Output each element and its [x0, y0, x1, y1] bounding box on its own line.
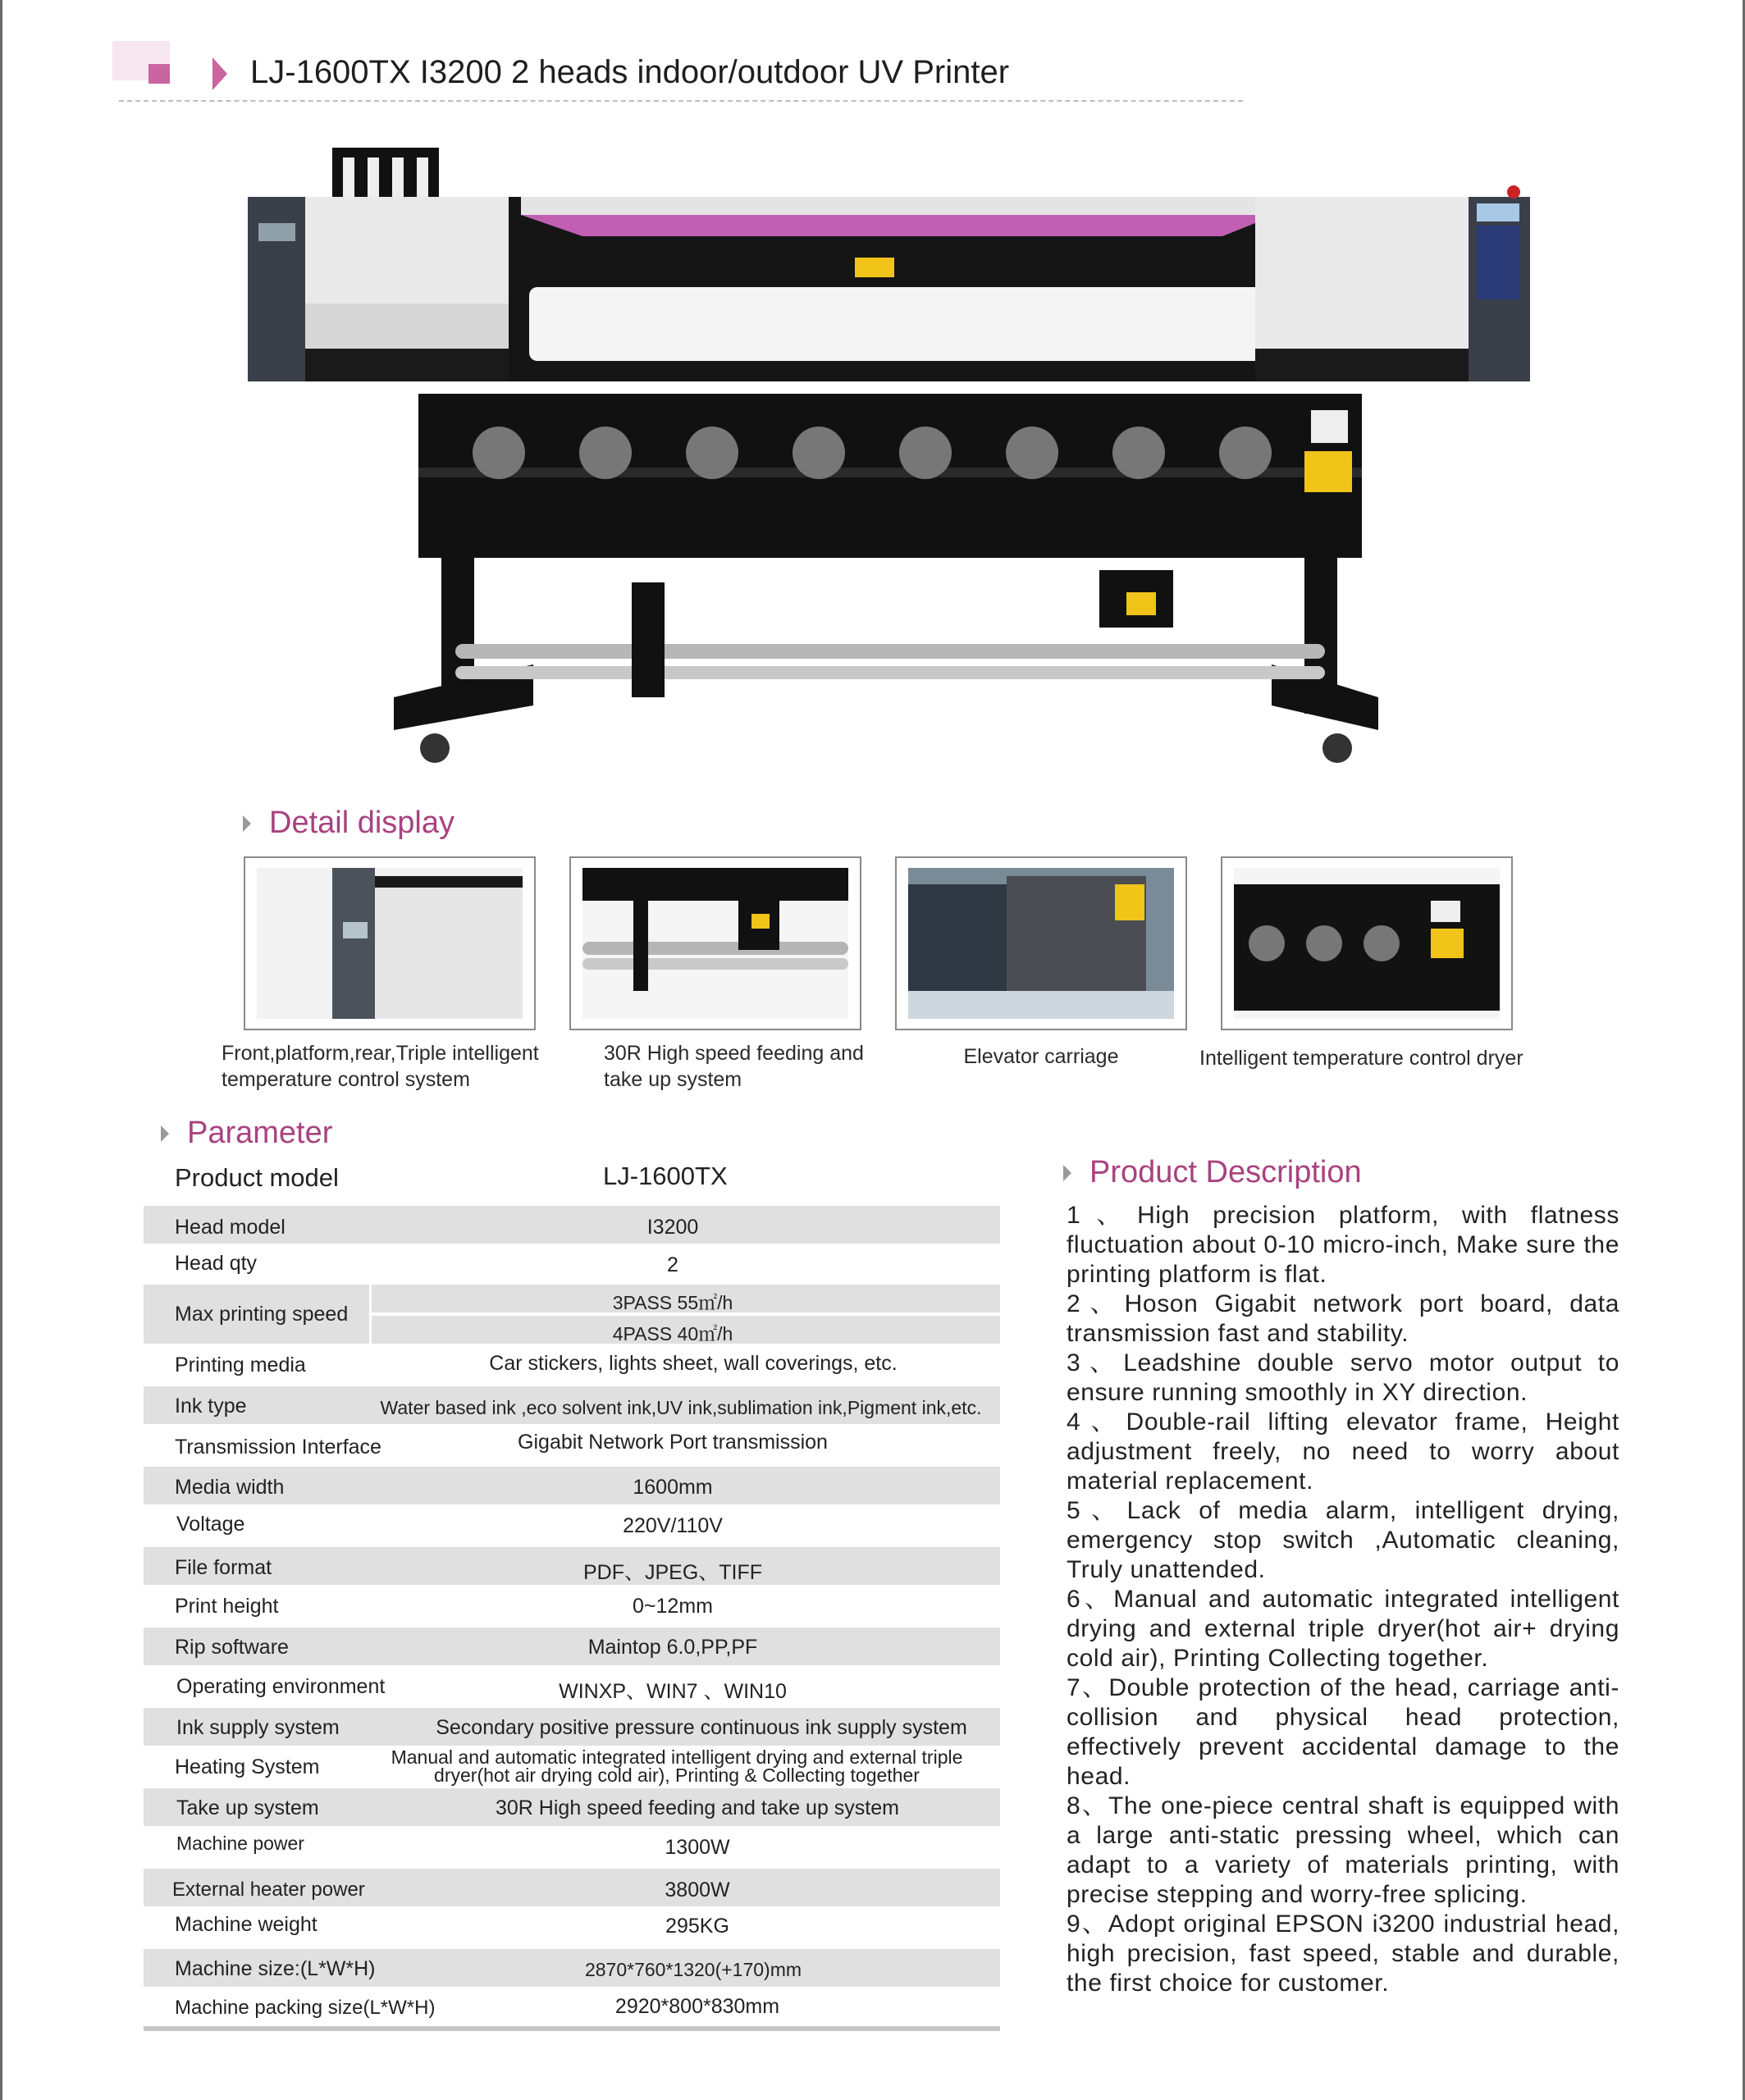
table-row: Heating System Manual and automatic integrated intelligent drying and external triple dryer(hot air drying cold air), Printing & Collecting together: [175, 1746, 963, 1786]
page-title: LJ-1600TX I3200 2 heads indoor/outdoor UV Printer: [250, 54, 1010, 90]
table-row: Rip software Maintop 6.0,PP,PF: [144, 1628, 1000, 1665]
description-item: 1、High precision platform, with flatness fluctuation about 0-10 micro-inch, Make sure the printing platform is flat.: [1067, 1202, 1619, 1288]
detail-image-dryer: [1221, 856, 1513, 1030]
printer-product-image: [238, 139, 1551, 779]
triangle-bullet-icon: [212, 57, 227, 90]
description-item: 8、The one-piece central shaft is equipped with a large anti-static pressing wheel, which can adapt to a variety of materials printing, with precise stepping and worry-free splicing.: [1067, 1792, 1619, 1908]
table-row: File format PDF、JPEG、TIFF: [144, 1547, 1000, 1585]
description-item: 3、Leadshine double servo motor output to ensure running smoothly in XY direction.: [1067, 1349, 1619, 1406]
table-row: Machine packing size(L*W*H) 2920*800*830mm: [175, 1995, 780, 2019]
caption-front-platform: Front,platform,rear,Triple intelligent temperature control system: [222, 1042, 539, 1091]
table-row: Take up system 30R High speed feeding and take up system: [144, 1788, 1000, 1826]
section-bullet-icon: [243, 815, 251, 832]
table-row: Transmission Interface Gigabit Network Port transmission: [175, 1431, 828, 1459]
table-row: Max printing speed 3PASS 55㎡/h 4PASS 40㎡/h: [144, 1285, 1000, 1344]
description-item: 7、Double protection of the head, carriage anti-collision and physical head protection, effectively prevent accidental damage to the head.: [1067, 1674, 1619, 1790]
description-item: 6、Manual and automatic integrated intelligent drying and external triple dryer(hot air+ drying cold air), Printing Collecting together.: [1067, 1586, 1619, 1672]
table-row: Operating environment WINXP、WIN7 、WIN10: [176, 1675, 787, 1703]
page-frame-left: [0, 0, 2, 2100]
dashed-divider: [119, 100, 1243, 102]
page-header: [119, 41, 1243, 105]
table-bottom-rule: [144, 2026, 1000, 2031]
section-bullet-icon: [161, 1125, 169, 1142]
product-model-value: LJ-1600TX: [603, 1162, 728, 1190]
table-row: Machine size:(L*W*H) 2870*760*1320(+170)mm: [144, 1949, 1000, 1987]
detail-image-elevator-carriage: [895, 856, 1187, 1030]
table-row: External heater power 3800W: [144, 1869, 1000, 1906]
detail-image-front-platform: [244, 856, 536, 1030]
square-bullet-icon: [148, 64, 170, 84]
table-row: Ink supply system Secondary positive pressure continuous ink supply system: [144, 1708, 1000, 1746]
table-row: Printing media Car stickers, lights sheet, wall coverings, etc.: [175, 1352, 898, 1376]
table-row: Head model I3200: [144, 1206, 1000, 1244]
description-item: 9、Adopt original EPSON i3200 industrial head, high precision, fast speed, stable and durable, the first choice for customer.: [1067, 1911, 1619, 1997]
table-row: Machine weight 295KG: [175, 1913, 729, 1938]
caption-take-up-system: 30R High speed feeding and take up system: [604, 1042, 864, 1091]
table-row: Print height 0~12mm: [175, 1595, 713, 1618]
detail-image-take-up-system: [569, 856, 861, 1030]
section-bullet-icon: [1063, 1165, 1071, 1181]
table-row: Voltage 220V/110V: [176, 1513, 723, 1537]
description-item: 4、Double-rail lifting elevator frame, Height adjustment freely, no need to worry about material replacement.: [1067, 1408, 1619, 1495]
product-model-label: Product model: [175, 1163, 339, 1192]
description-item: 2、Hoson Gigabit network port board, data transmission fast and stability.: [1067, 1290, 1619, 1347]
caption-elevator-carriage: Elevator carriage: [963, 1045, 1119, 1068]
table-row-product-model: [144, 1158, 1000, 1199]
product-description-list: [1067, 1201, 1619, 1998]
table-row: Ink type Water based ink ,eco solvent ink,UV ink,sublimation ink,Pigment ink,etc.: [144, 1386, 1000, 1424]
table-row: Head qty 2: [175, 1252, 678, 1276]
table-row: Machine power 1300W: [176, 1833, 730, 1859]
table-row: Media width 1600mm: [144, 1467, 1000, 1504]
description-item: 5、Lack of media alarm, intelligent drying, emergency stop switch ,Automatic cleaning, Truly unattended.: [1067, 1497, 1619, 1583]
caption-dryer: Intelligent temperature control dryer: [1199, 1047, 1523, 1070]
